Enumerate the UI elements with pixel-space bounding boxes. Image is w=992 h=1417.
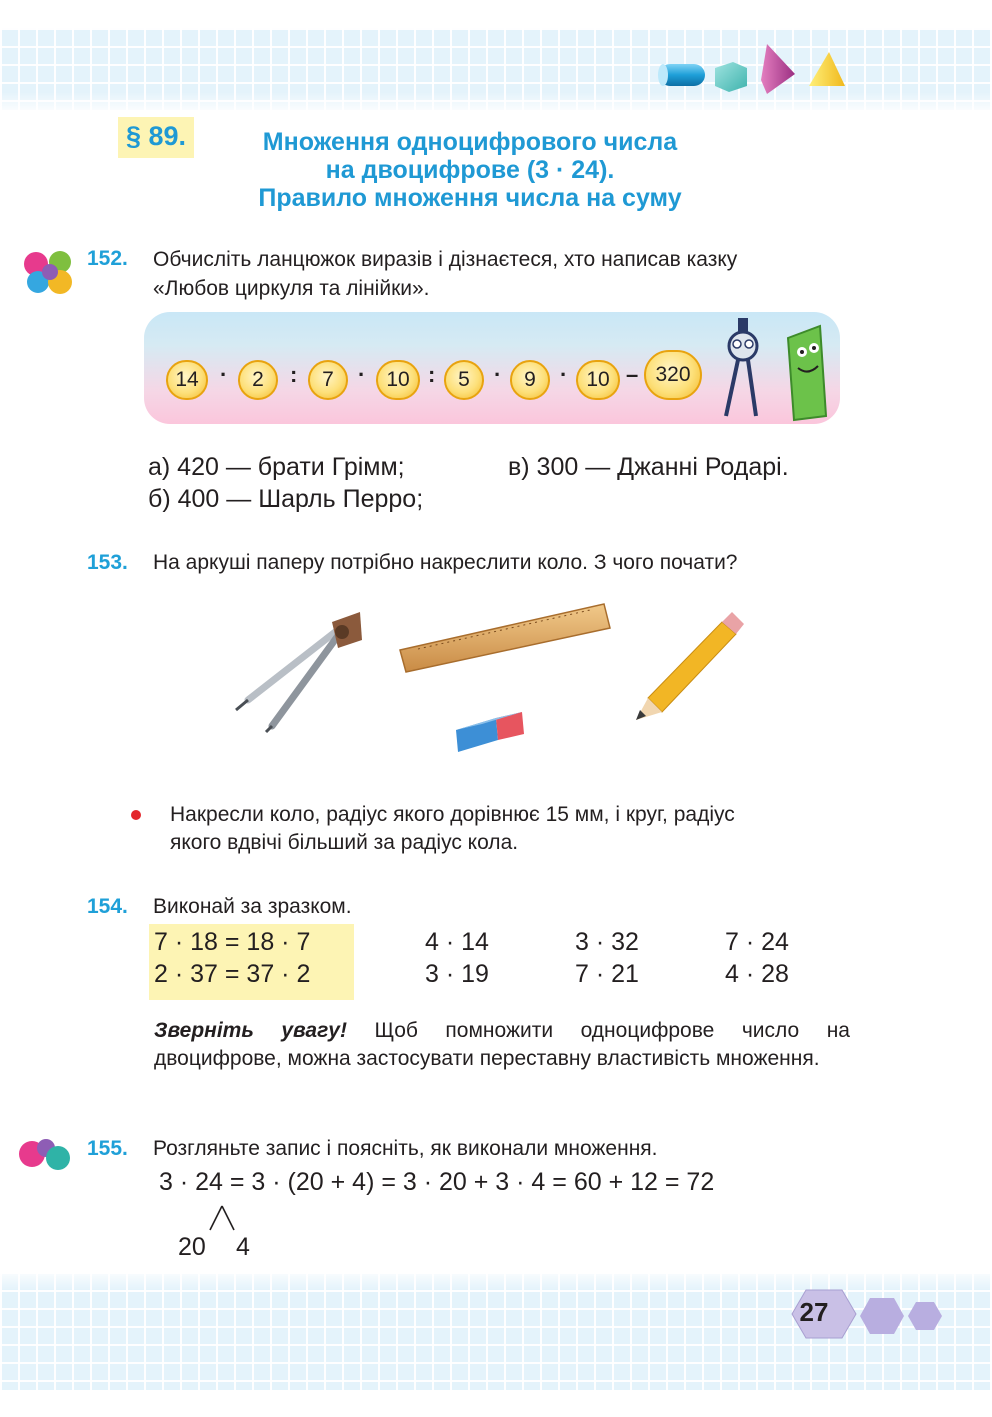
compass-character-icon [716, 316, 770, 420]
exercise-text: Розгляньте запис і поясніть, як виконали множення. [153, 1137, 658, 1160]
task-expression: 4 · 14 [425, 928, 489, 956]
answer-option-b: б) 400 — Шарль Перро; [148, 485, 424, 513]
page-number: 27 [799, 1297, 829, 1327]
task-expression: 3 · 32 [575, 928, 639, 956]
chain-value: 7 [308, 360, 348, 400]
exercise-text-line: Обчисліть ланцюжок виразів і дізнаєтеся, хто написав казку [153, 248, 738, 271]
chain-operator: · [220, 362, 228, 387]
compass-icon [228, 604, 368, 734]
chain-value: 5 [444, 360, 484, 400]
task-expression: 3 · 19 [425, 960, 489, 988]
chain-value: 14 [166, 360, 208, 400]
chain-operator: – [626, 362, 639, 387]
chain-operator: · [560, 362, 568, 387]
answer-option-v: в) 300 — Джанні Родарі. [508, 453, 789, 481]
answer-option-a: а) 420 — брати Грімм; [148, 453, 405, 481]
exercise-text: Виконай за зразком. [153, 895, 352, 918]
exercise-number: 154. [87, 895, 128, 918]
split-part: 20 [178, 1233, 206, 1261]
bullet-icon [131, 810, 141, 820]
chain-value: 9 [510, 360, 550, 400]
ruler-icon [398, 598, 612, 674]
exercise-number: 153. [87, 551, 128, 574]
section-number-badge: § 89. [118, 117, 194, 158]
task-expression: 7 · 21 [575, 960, 639, 988]
attention-note [154, 1017, 850, 1073]
chain-value: 2 [238, 360, 278, 400]
chain-operator: · [358, 362, 366, 387]
section-title-line: Множення одноцифрового числа [262, 128, 678, 156]
exercise-text-line: «Любов циркуля та лінійки». [153, 277, 430, 300]
chain-value: 320 [644, 350, 702, 400]
ruler-character-icon [776, 324, 830, 422]
chain-value: 10 [576, 360, 620, 400]
exercise-number: 155. [87, 1137, 128, 1160]
section-title-line: Правило множення числа на суму [258, 184, 682, 212]
exercise-text: На аркуші паперу потрібно накреслити коло. З чого почати? [153, 551, 738, 574]
eraser-icon [452, 712, 526, 758]
section-title-line: на двоцифрове (3 · 24). [325, 156, 615, 184]
task-text-line: якого вдвічі більший за радіус кола. [170, 831, 519, 854]
puzzle-group-icon [20, 248, 78, 296]
geometric-shapes-icon [655, 40, 847, 100]
split-lines [206, 1204, 238, 1232]
split-part: 4 [236, 1233, 250, 1261]
puzzle-pair-icon [16, 1134, 74, 1174]
multiplication-equation: 3 · 24 = 3 · (20 + 4) = 3 · 20 + 3 · 4 = 60 + 12 = 72 [159, 1168, 715, 1196]
attention-note-bold: Зверніть увагу! [154, 1019, 347, 1042]
sample-equation: 7 · 18 = 18 · 7 [154, 928, 311, 956]
chain-operator: : [290, 362, 298, 387]
sample-equation: 2 · 37 = 37 · 2 [154, 960, 311, 988]
pencil-icon [628, 612, 748, 722]
section-title [200, 128, 740, 212]
chain-value: 10 [376, 360, 420, 400]
chain-operator: : [428, 362, 436, 387]
attention-note-text: Щоб помножити одноцифрове число на двоцифрове, можна застосувати переставну властивість множення. [154, 1019, 850, 1070]
task-expression: 7 · 24 [725, 928, 789, 956]
chain-operator: · [494, 362, 502, 387]
task-text-line: Накресли коло, радіус якого дорівнює 15 мм, і круг, радіус [170, 803, 735, 826]
exercise-number: 152. [87, 247, 128, 270]
task-expression: 4 · 28 [725, 960, 789, 988]
